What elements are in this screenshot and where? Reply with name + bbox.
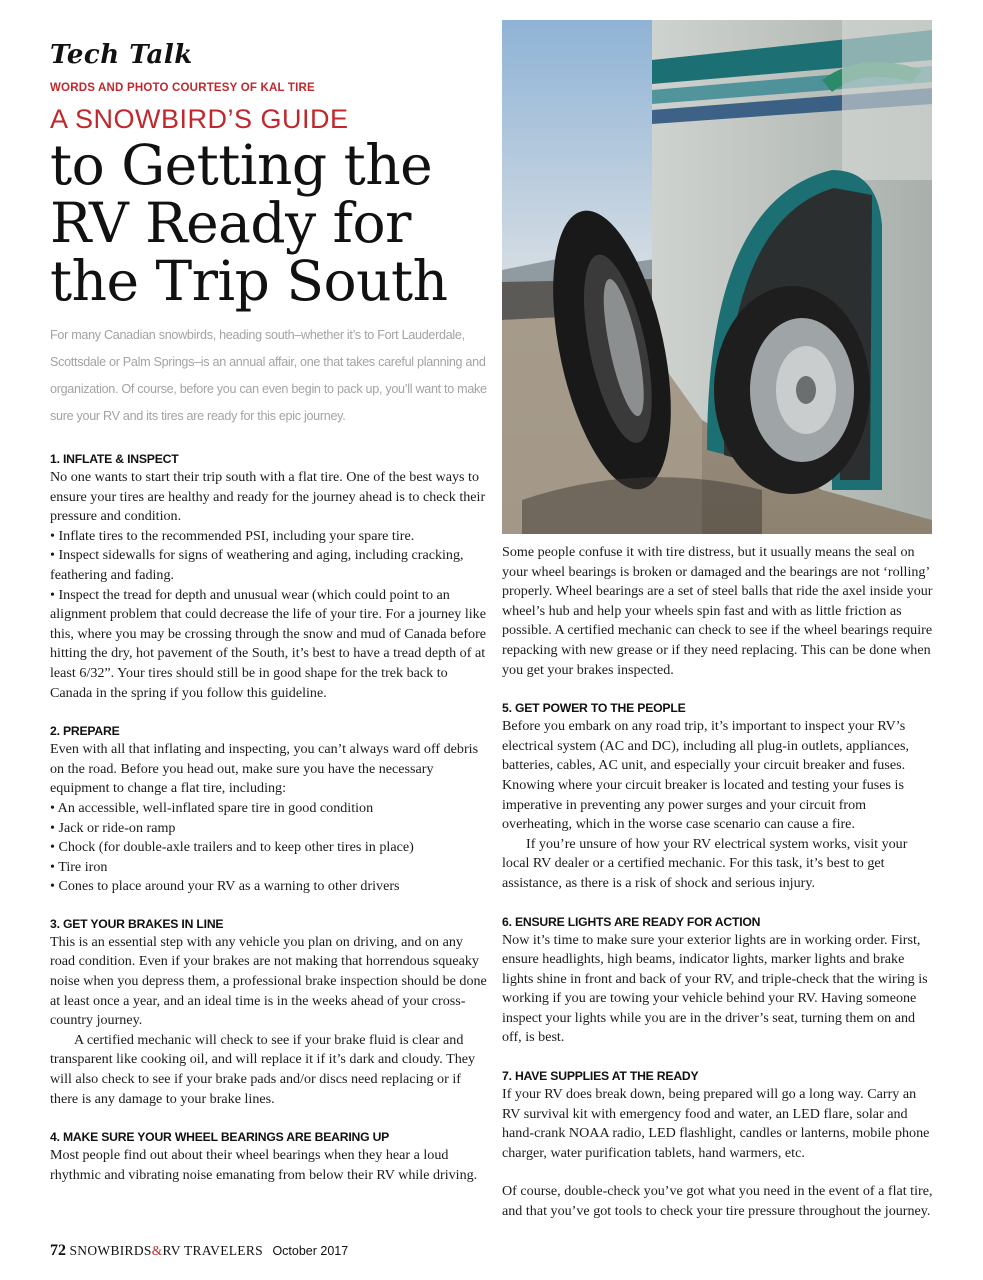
body-paragraph: Even with all that inflating and inspecting, you can’t always ward off debris on the road. Before you head out, make sure you have the necessary equipment to change a flat tire, including: bbox=[50, 741, 479, 797]
headline bbox=[50, 133, 490, 313]
list-item: • Inflate tires to the recommended PSI, including your spare tire. bbox=[50, 527, 415, 544]
intro-paragraph: For many Canadian snowbirds, heading south–whether it’s to Fort Lauderdale, Scottsdale or Palm Springs–is an annual affair, one that takes careful planning and organization. Of course, before you can even begin to pack up, you’ll want to make sure your RV and its tires are ready for this epic journey. bbox=[50, 328, 487, 423]
body-paragraph: Of course, double-check you’ve got what you need in the event of a flat tire, and that you’ve got tools to check your tire pressure throughout the journey. bbox=[502, 1183, 933, 1220]
body-paragraph: Now it’s time to make sure your exterior lights are in working order. First, ensure headlights, high beams, indicator lights, marker lights and brake lights shine in front and back of your RV, and triple-check that the wiring is working if you are towing your vehicle behind your RV. Having someone inspect your lights while you are in the driver’s seat, turning them on and off, is best. bbox=[502, 931, 928, 1046]
list-item: • Inspect the tread for depth and unusual wear (which could point to an alignment problem that could decrease the life of your tire. For a journey like this, where you may be crossing through the snow and mud of Canada before hitting the dry, hot pavement of the South, it’s best to have a tread depth of at least 6/32”. Your tires should still be in good shape for the trek back to Canada in the spring if you follow this guideline. bbox=[50, 586, 487, 701]
headline-line: RV Ready for bbox=[50, 191, 411, 255]
body-paragraph: Before you embark on any road trip, it’s important to inspect your RV’s electrical system (AC and DC), including all plug-in outlets, appliances, batteries, cables, AC unit, and especially your circuit breaker and fuses. Knowing where your circuit breaker is located and testing your fuses is imperative in preventing any power surges and your circuit from overheating, which in the worse case scenario can cause a fire. bbox=[502, 718, 910, 833]
body-paragraph: Some people confuse it with tire distress, but it usually means the seal on your wheel bearings is broken or damaged and the bearings are not ‘rolling’ properly. Wheel bearings are a set of steel balls that ride the axel inside your wheel’s hub and help your wheels spin fast and with as little friction as possible. A certified mechanic can check to see if the wheel bearings require repacking with new grease or if they need replacing. This can be done when you get your brakes inspected. bbox=[502, 544, 933, 678]
photo-credit: WORDS AND PHOTO COURTESY OF KAL TIRE bbox=[50, 82, 315, 94]
list-item: • Inspect sidewalls for signs of weathering and aging, including cracking, feathering and fading. bbox=[50, 547, 464, 583]
list-item: • Chock (for double-axle trailers and to keep other tires in place) bbox=[50, 839, 414, 856]
body-paragraph: If you’re unsure of how your RV electrical system works, visit your local RV dealer or a certified mechanic. For this task, it’s best to get assistance, as there is a risk of shock and serious injury. bbox=[502, 835, 908, 891]
body-paragraph: No one wants to start their trip south with a flat tire. One of the best ways to ensure your tires are healthy and ready for the journey ahead is to check their pressure and condition. bbox=[50, 469, 486, 525]
bullet-list bbox=[50, 527, 490, 703]
headline-line: to Getting the bbox=[50, 133, 433, 197]
rv-tire-photo bbox=[502, 20, 932, 534]
list-item: • An accessible, well-inflated spare tire in good condition bbox=[50, 799, 374, 816]
right-column bbox=[502, 543, 934, 1222]
body-paragraph: Most people find out about their wheel bearings when they hear a loud rhythmic and vibrating noise emanating from below their RV while driving. bbox=[50, 1147, 478, 1183]
magazine-name-part: SNOWBIRDS bbox=[69, 1243, 152, 1258]
section-brakes bbox=[50, 915, 490, 1109]
body-paragraph: If your RV does break down, being prepared will go a long way. Carry an RV survival kit with emergency food and water, an LED flare, solar and hand-crank NOAA radio, LED flashlight, candles or lanterns, mobile phone charger, water purification tablets, hand warmers, etc. bbox=[502, 1086, 930, 1161]
section-lights bbox=[502, 913, 934, 1049]
section-wheel-bearings bbox=[50, 1128, 490, 1185]
page-footer bbox=[50, 1242, 348, 1260]
list-item: • Jack or ride-on ramp bbox=[50, 819, 176, 836]
bullet-list bbox=[50, 799, 490, 897]
section-heading: 4. MAKE SURE YOUR WHEEL BEARINGS ARE BEARING UP bbox=[50, 1130, 390, 1145]
section-heading: 2. PREPARE bbox=[50, 724, 120, 739]
magazine-ampersand: & bbox=[151, 1243, 163, 1258]
section-label: Tech Talk bbox=[50, 40, 193, 70]
list-item: • Tire iron bbox=[50, 858, 108, 875]
magazine-name-part: RV TRAVELERS bbox=[162, 1243, 263, 1258]
issue-date: October 2017 bbox=[272, 1244, 349, 1258]
rv-tire-illustration bbox=[502, 20, 932, 534]
section-heading: 3. GET YOUR BRAKES IN LINE bbox=[50, 916, 224, 931]
section-inflate-inspect bbox=[50, 450, 490, 703]
section-heading: 1. INFLATE & INSPECT bbox=[50, 452, 179, 466]
section-power bbox=[502, 699, 934, 893]
list-item: • Cones to place around your RV as a warning to other drivers bbox=[50, 878, 400, 895]
section-heading: 7. HAVE SUPPLIES AT THE READY bbox=[502, 1069, 699, 1084]
body-paragraph: This is an essential step with any vehicle you plan on driving, and on any road condition. Even if your brakes are not making that horrendous squeaky noise when you depress them, a professional brake inspection should be done at least once a year, and an ideal time is in the weeks ahead of your cross-country journey. bbox=[50, 933, 487, 1029]
body-paragraph: A certified mechanic will check to see if your brake fluid is clear and transparent like cooking oil, and will replace it if it’s dark and cloudy. They will also check to see if your brake pads and/or discs need replacing or if there is any damage to your brake lines. bbox=[50, 1031, 476, 1107]
section-heading: 5. GET POWER TO THE PEOPLE bbox=[502, 701, 686, 716]
section-supplies bbox=[502, 1067, 934, 1222]
page-number: 72 bbox=[50, 1242, 66, 1259]
left-column bbox=[50, 40, 490, 1185]
section-prepare bbox=[50, 722, 490, 897]
section-heading: 6. ENSURE LIGHTS ARE READY FOR ACTION bbox=[502, 914, 761, 929]
headline-kicker: A SNOWBIRD’S GUIDE bbox=[50, 104, 349, 134]
headline-line: the Trip South bbox=[50, 249, 448, 313]
